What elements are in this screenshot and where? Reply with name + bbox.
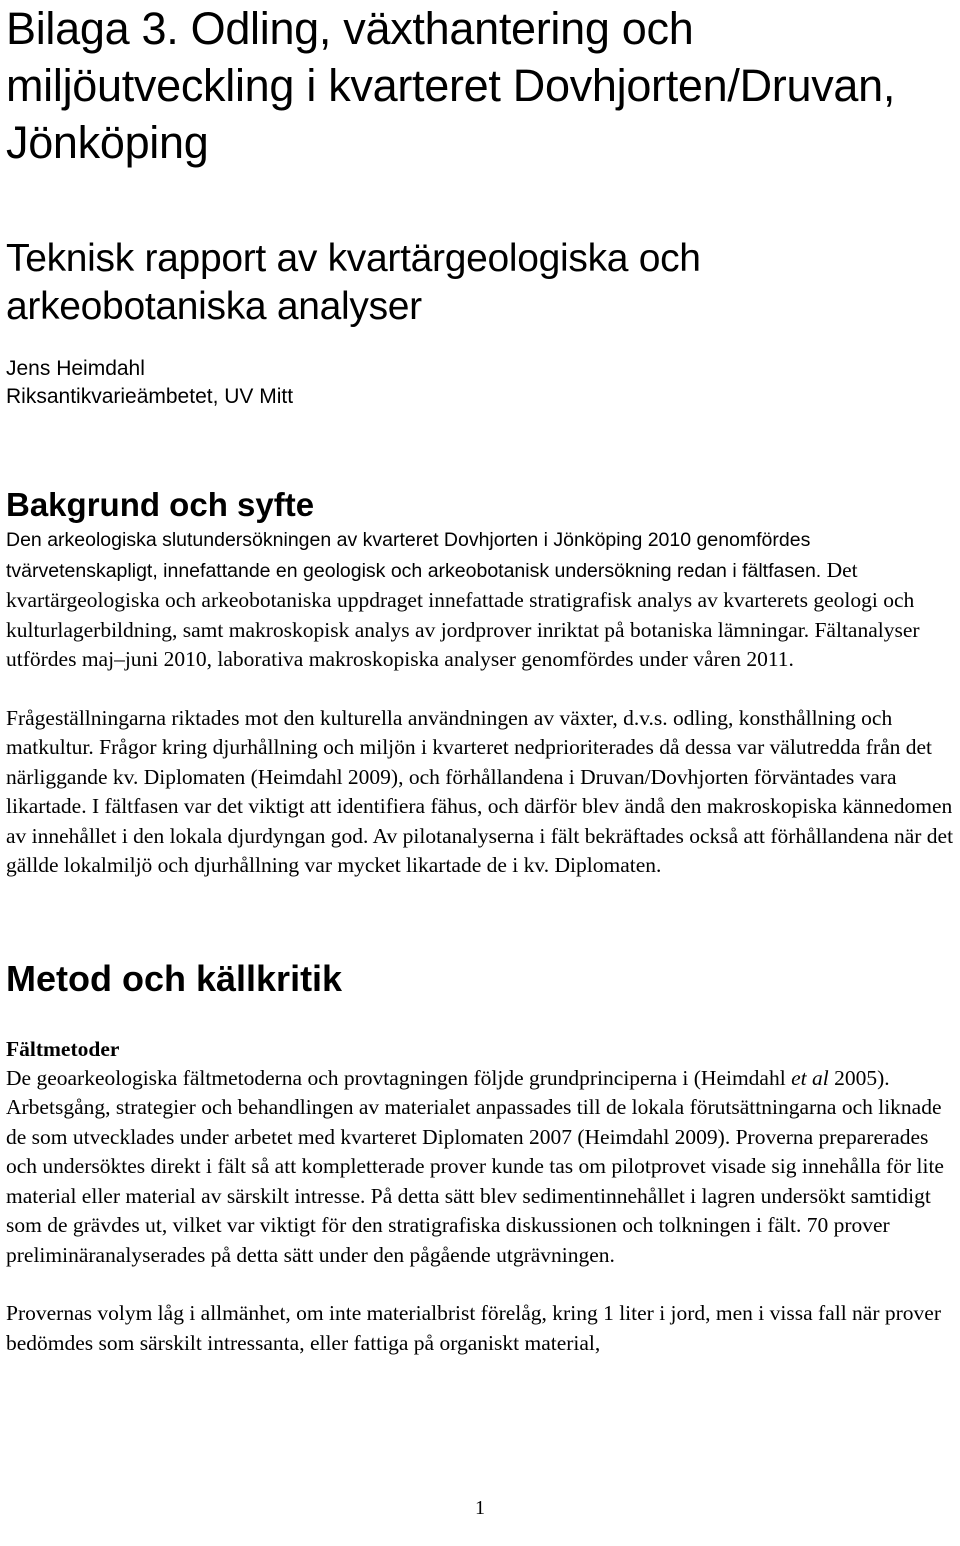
method-paragraph-1 — [6, 1064, 956, 1271]
page-number: 1 — [475, 1497, 485, 1519]
subheading-field-methods: Fältmetoder — [6, 1036, 120, 1061]
method-paragraph-1-part-b: 2005). Arbetsgång, strategier och behandlingen av materialet anpassades till de lokala förutsättningarna och liknade de som utvecklades under arbetet med kvarteret Diplomaten 2007 (Heimdahl 2009). Proverna preparerades och undersöktes direkt i fält så att kompletterade prover kunde tas om pilotprovet visade sig innehålla för lite material eller material av särskilt intresse. På detta sätt blev sedimentinnehållet i lagren undersökt samtidigt som de grävdes ut, vilket var viktigt för den stratigrafiska diskussionen och tolkningen i fält. 70 prover preliminäranalyserades på detta sätt under den pågående utgrävningen. — [6, 1065, 944, 1267]
method-paragraph-1-part-a: De geoarkeologiska fältmetoderna och provtagningen följde grundprinciperna i (Heimdahl — [6, 1065, 792, 1090]
section-heading-method: Metod och källkritik — [6, 957, 343, 999]
background-paragraph-1-sans: Den arkeologiska slutundersökningen av kvarteret Dovhjorten i Jönköping 2010 genomfördes tvärvetenskapligt, innefattande en geologisk och arkeobotanisk undersökning redan i fältfasen. — [6, 529, 822, 582]
background-paragraph-2: Frågeställningarna riktades mot den kulturella användningen av växter, d.v.s. odling, konsthållning och matkultur. Frågor kring djurhållning och miljön i kvarteret nedprioriterades då dessa var välutredda från det närliggande kv. Diplomaten (Heimdahl 2009), och förhållandena i Druvan/Dovhjorten förväntades vara likartade. I fältfasen var det viktigt att identifiera fähus, och därför blev ändå den makroskopiska kännedomen av innehållet i den lokala djurdyngan god. Av pilotanalyserna i fält bekräftades också att förhållandena när det gällde lokalmiljö och djurhållning var mycket likartade de i kv. Diplomaten. — [6, 705, 954, 877]
section-heading-background: Bakgrund och syfte — [6, 486, 315, 523]
document-title: Bilaga 3. Odling, växthantering och miljöutveckling i kvarteret Dovhjorten/Druvan, Jönköping — [6, 3, 896, 168]
background-paragraph-1 — [6, 525, 956, 675]
background-paragraph-1-serif: Det kvartärgeologiska och arkeobotaniska uppdraget innefattade stratigrafisk analys av kvarterets geologi och kulturlagerbildning, samt makroskopisk analys av jordprover inriktat på botaniska lämningar. Fältanalyser utfördes maj–juni 2010, laborativa makroskopiska analyser genomfördes under våren 2011. — [6, 557, 920, 671]
document-page — [6, 0, 956, 1358]
author-block — [6, 355, 956, 411]
author-affiliation: Riksantikvarieämbetet, UV Mitt — [6, 385, 294, 408]
document-subtitle: Teknisk rapport av kvartärgeologiska och arkeobotaniska analyser — [6, 237, 701, 328]
method-paragraph-2: Provernas volym låg i allmänhet, om inte materialbrist förelåg, kring 1 liter i jord, men i vissa fall när prover bedömdes som särskilt intressanta, eller fattiga på organiskt material, — [6, 1301, 941, 1355]
method-paragraph-1-italic: et al — [791, 1065, 829, 1090]
author-name: Jens Heimdahl — [6, 357, 145, 380]
